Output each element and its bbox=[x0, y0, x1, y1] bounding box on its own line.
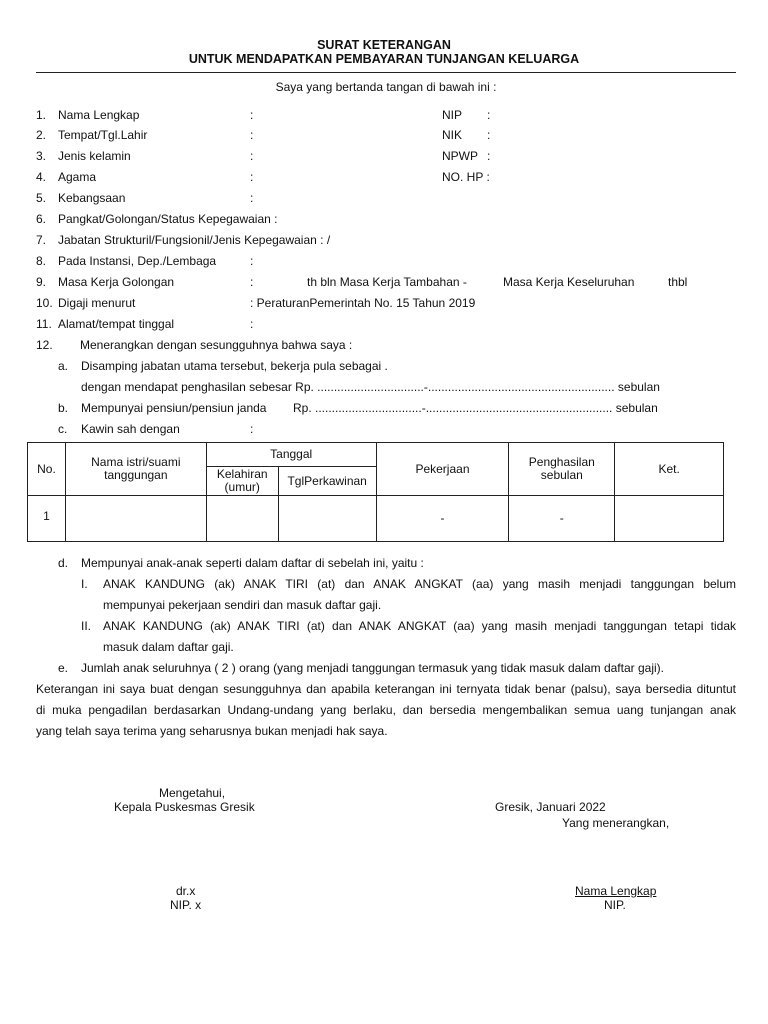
field-colon: : bbox=[250, 275, 254, 289]
closing-line1: Keterangan ini saya buat dengan sesungguhnya dan apabila keterangan ini ternyata tidak benar (palsu), saya bersedia dituntut bbox=[36, 682, 736, 696]
header-pekerjaan: Pekerjaan bbox=[376, 443, 509, 496]
item-letter: e. bbox=[58, 661, 69, 675]
item-a-line1: Disamping jabatan utama tersebut, bekerja pula sebagai . bbox=[81, 359, 388, 373]
field-label: Tempat/Tgl.Lahir bbox=[58, 128, 148, 142]
masa-kerja-keseluruhan: Masa Kerja Keseluruhan bbox=[503, 275, 635, 289]
field-digaji-value: : PeraturanPemerintah No. 15 Tahun 2019 bbox=[250, 296, 476, 310]
item-letter: d. bbox=[58, 556, 69, 570]
field-number: 10. bbox=[36, 296, 53, 310]
no-hp-label: NO. HP : bbox=[442, 170, 490, 184]
cell-ket bbox=[615, 496, 724, 542]
signature-left-nip: NIP. x bbox=[170, 898, 202, 912]
document-subtitle: UNTUK MENDAPATKAN PEMBAYARAN TUNJANGAN KELUARGA bbox=[188, 52, 580, 66]
field-number: 12. bbox=[36, 338, 53, 352]
field-jabatan-label: Jabatan Strukturil/Fungsionil/Jenis Kepegawaian : / bbox=[58, 233, 331, 247]
item-c-text: Kawin sah dengan bbox=[81, 422, 180, 436]
closing-line2: di muka pengadilan berdasarkan Undang-undang yang berlaku, dan bersedia mengembalikan semua uang tunjangan anak bbox=[36, 703, 736, 717]
field-colon: : bbox=[250, 170, 254, 184]
field-label: Nama Lengkap bbox=[58, 108, 140, 122]
field-number: 11. bbox=[36, 317, 52, 331]
field-colon: : bbox=[250, 128, 254, 142]
field-colon: : bbox=[250, 149, 254, 163]
field-menerangkan-label: Menerangkan dengan sesungguhnya bahwa saya : bbox=[80, 338, 353, 352]
field-number: 3. bbox=[36, 149, 47, 163]
masa-kerja-unit: thbl bbox=[668, 275, 688, 289]
signature-left-line2: Kepala Puskesmas Gresik bbox=[114, 800, 255, 814]
header-perkawinan: TglPerkawinan bbox=[278, 467, 376, 496]
npwp-colon: : bbox=[487, 149, 491, 163]
signature-left-line1: Mengetahui, bbox=[159, 786, 226, 800]
nik-label: NIK bbox=[442, 128, 463, 142]
field-number: 5. bbox=[36, 191, 47, 205]
field-digaji-label: Digaji menurut bbox=[58, 296, 136, 310]
document-title: SURAT KETERANGAN bbox=[317, 38, 451, 52]
nip-colon: : bbox=[487, 108, 491, 122]
field-colon: : bbox=[250, 317, 254, 331]
header-penghasilan: Penghasilan sebulan bbox=[509, 443, 615, 496]
spouse-table bbox=[27, 442, 724, 542]
signature-right-name: Nama Lengkap bbox=[575, 884, 657, 898]
field-pangkat-label: Pangkat/Golongan/Status Kepegawaian : bbox=[58, 212, 278, 226]
item-b-amount: Rp. ................................-........................................................ sebulan bbox=[293, 401, 658, 415]
intro-text: Saya yang bertanda tangan di bawah ini : bbox=[275, 80, 497, 94]
item-letter: c. bbox=[58, 422, 68, 436]
field-label: Jenis kelamin bbox=[58, 149, 131, 163]
item-letter: a. bbox=[58, 359, 69, 373]
signature-right-line2: Yang menerangkan, bbox=[562, 816, 670, 830]
item-d1-line2: mempunyai pekerjaan sendiri dan masuk daftar gaji. bbox=[103, 598, 382, 612]
header-nama: Nama istri/suami tanggungan bbox=[65, 443, 206, 496]
field-number: 1. bbox=[36, 108, 47, 122]
field-number: 9. bbox=[36, 275, 47, 289]
item-d-text: Mempunyai anak-anak seperti dalam daftar di sebelah ini, yaitu : bbox=[81, 556, 424, 570]
field-number: 7. bbox=[36, 233, 47, 247]
header-kelahiran: Kelahiran (umur) bbox=[206, 467, 278, 496]
item-d2-line1: ANAK KANDUNG (ak) ANAK TIRI (at) dan ANAK ANGKAT (aa) yang masih menjadi tanggungan tetapi tidak bbox=[103, 619, 736, 633]
field-label: Kebangsaan bbox=[58, 191, 126, 205]
signature-right-line1: Gresik, Januari 2022 bbox=[495, 800, 606, 814]
nip-label: NIP bbox=[442, 108, 463, 122]
cell-penghasilan: - bbox=[509, 496, 615, 542]
field-alamat-label: Alamat/tempat tinggal bbox=[58, 317, 175, 331]
field-number: 2. bbox=[36, 128, 47, 142]
signature-left-name: dr.x bbox=[176, 884, 196, 898]
header-no: No. bbox=[28, 443, 66, 496]
field-masa-kerja-label: Masa Kerja Golongan bbox=[58, 275, 175, 289]
field-number: 4. bbox=[36, 170, 47, 184]
header-ket: Ket. bbox=[615, 443, 724, 496]
item-d1-line1: ANAK KANDUNG (ak) ANAK TIRI (at) dan ANAK ANGKAT (aa) yang masih menjadi tanggungan belum bbox=[103, 577, 736, 591]
item-b-text: Mempunyai pensiun/pensiun janda bbox=[81, 401, 267, 415]
item-e-text: Jumlah anak seluruhnya ( 2 ) orang (yang menjadi tanggungan termasuk yang tidak masuk dalam daftar gaji). bbox=[81, 661, 664, 675]
table-row bbox=[28, 496, 724, 542]
field-instansi-label: Pada Instansi, Dep./Lembaga bbox=[58, 254, 217, 268]
field-number: 6. bbox=[36, 212, 47, 226]
field-number: 8. bbox=[36, 254, 47, 268]
item-a-line2: dengan mendapat penghasilan sebesar Rp. ................................-........................................................ sebulan bbox=[81, 380, 660, 394]
closing-line3: yang telah saya terima yang seharusnya bukan menjadi hak saya. bbox=[36, 724, 388, 738]
header-tanggal: Tanggal bbox=[206, 443, 376, 467]
cell-perkawinan bbox=[278, 496, 376, 542]
field-colon: : bbox=[250, 108, 254, 122]
table-header-row bbox=[28, 443, 724, 467]
field-label: Agama bbox=[58, 170, 97, 184]
cell-nama bbox=[65, 496, 206, 542]
header-divider bbox=[36, 72, 736, 73]
masa-kerja-tambahan: th bln Masa Kerja Tambahan - bbox=[307, 275, 467, 289]
cell-no: 1 bbox=[28, 496, 66, 542]
item-letter: b. bbox=[58, 401, 69, 415]
npwp-label: NPWP bbox=[442, 149, 478, 163]
nik-colon: : bbox=[487, 128, 491, 142]
item-roman: I. bbox=[81, 577, 88, 591]
signature-right-nip: NIP. bbox=[604, 898, 626, 912]
field-colon: : bbox=[250, 191, 254, 205]
item-d2-line2: masuk dalam daftar gaji. bbox=[103, 640, 234, 654]
field-colon: : bbox=[250, 254, 254, 268]
field-colon: : bbox=[250, 422, 254, 436]
cell-pekerjaan: - bbox=[376, 496, 509, 542]
item-roman: II. bbox=[81, 619, 92, 633]
cell-kelahiran bbox=[206, 496, 278, 542]
